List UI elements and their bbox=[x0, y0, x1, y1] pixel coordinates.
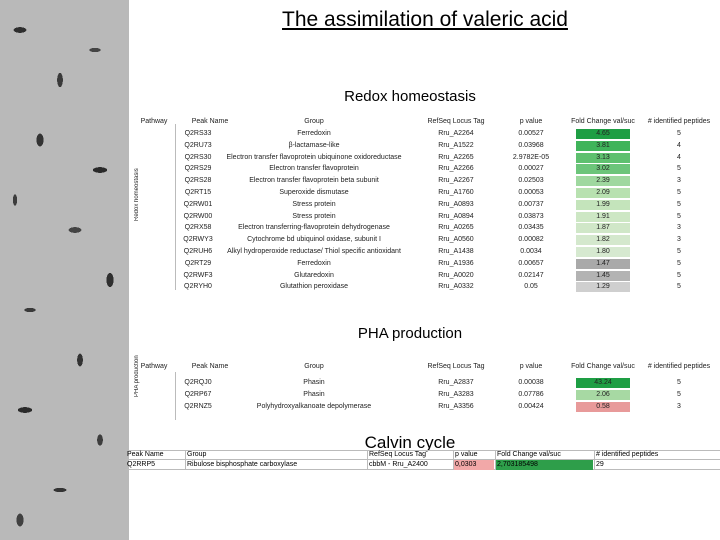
redox-peptide-count: 4 bbox=[677, 153, 681, 161]
redox-locus-tag: Rru_A0893 bbox=[438, 200, 474, 208]
redox-peptide-count: 5 bbox=[677, 248, 681, 255]
redox-peak-name: Q2RUH6 bbox=[183, 248, 213, 255]
pha-p-value: 0.00424 bbox=[518, 403, 544, 410]
pha-group: Phasin bbox=[303, 391, 325, 398]
redox-fold-change: 1.45 bbox=[596, 271, 610, 279]
redox-group: Electron transfer flavoprotein bbox=[269, 165, 359, 173]
microscopy-image bbox=[0, 0, 129, 540]
calvin-header-peptides: # identified peptides bbox=[596, 451, 659, 458]
redox-peak-name: Q2RS28 bbox=[184, 177, 212, 185]
pha-header-cell: Peak Name bbox=[191, 363, 229, 370]
redox-fold-change: 1.29 bbox=[596, 283, 610, 291]
redox-locus-tag: Rru_A1936 bbox=[438, 259, 474, 267]
pha-header-cell: p value bbox=[519, 363, 543, 370]
redox-p-value: 0.00027 bbox=[518, 165, 544, 173]
redox-fold-change: 2.39 bbox=[596, 177, 610, 185]
redox-locus-tag: Rru_A2266 bbox=[438, 165, 474, 173]
pha-header-cell: Group bbox=[304, 363, 324, 370]
pha-p-value: 0.07786 bbox=[518, 391, 544, 398]
pha-fold-change: 0.58 bbox=[596, 403, 610, 410]
redox-peptide-count: 5 bbox=[677, 165, 681, 173]
calvin-header-fc: Fold Change val/suc bbox=[497, 451, 561, 458]
pha-group: Polyhydroxyalkanoate depolymerase bbox=[256, 403, 372, 410]
redox-peak-name: Q2RWY3 bbox=[183, 236, 213, 244]
redox-peptide-count: 5 bbox=[677, 212, 681, 220]
redox-p-value: 0.03435 bbox=[518, 224, 544, 232]
redox-side-label: Redox homeostasis bbox=[134, 168, 140, 222]
redox-p-value: 0.00657 bbox=[518, 259, 544, 267]
pha-header-cell: Pathway bbox=[140, 363, 168, 370]
redox-fold-change: 3.13 bbox=[596, 153, 610, 161]
redox-fold-change: 2.09 bbox=[596, 189, 610, 196]
pha-peptide-count: 3 bbox=[677, 403, 681, 410]
redox-peak-name: Q2RWF3 bbox=[183, 271, 213, 279]
redox-locus-tag: Rru_A2265 bbox=[438, 153, 474, 161]
redox-locus-tag: Rru_A1522 bbox=[438, 141, 474, 149]
redox-locus-tag: Rru_A0265 bbox=[438, 224, 474, 232]
pha-section-title: PHA production bbox=[357, 325, 463, 342]
calvin-peak: Q2RRP5 bbox=[127, 461, 156, 468]
redox-peak-name: Q2RS29 bbox=[184, 165, 212, 173]
redox-fold-change: 1.80 bbox=[596, 248, 610, 255]
redox-peptide-count: 3 bbox=[677, 224, 681, 232]
redox-locus-tag: Rru_A1438 bbox=[438, 248, 474, 255]
redox-p-value: 0.00053 bbox=[518, 189, 544, 196]
redox-header-cell: p value bbox=[519, 118, 543, 125]
redox-peptide-count: 4 bbox=[677, 141, 681, 149]
redox-group: Alkyl hydroperoxide reductase/ Thiol specific antioxidant bbox=[227, 248, 401, 255]
redox-p-value: 0.00737 bbox=[518, 200, 544, 208]
redox-peak-name: Q2RU73 bbox=[184, 141, 212, 149]
redox-peak-name: Q2RT29 bbox=[184, 259, 212, 267]
redox-fold-change: 1.87 bbox=[596, 224, 610, 232]
redox-header-cell: Fold Change val/suc bbox=[571, 118, 635, 125]
pha-locus-tag: Rru_A3283 bbox=[438, 391, 474, 398]
redox-group: Ferredoxin bbox=[297, 130, 331, 137]
redox-header-cell: Peak Name bbox=[191, 118, 229, 125]
redox-p-value: 0.00082 bbox=[518, 236, 544, 244]
redox-fold-change: 1.82 bbox=[596, 236, 610, 244]
pha-peak-name: Q2RNZ5 bbox=[184, 403, 212, 410]
pha-fold-change: 2.06 bbox=[596, 391, 610, 398]
redox-p-value: 0.03968 bbox=[518, 141, 544, 149]
redox-group: Electron transfer flavoprotein beta subunit bbox=[249, 177, 379, 185]
redox-header-cell: Pathway bbox=[140, 118, 168, 125]
redox-peptide-count: 5 bbox=[677, 283, 681, 291]
pha-p-value: 0.00038 bbox=[518, 379, 544, 386]
pha-locus-tag: Rru_A2837 bbox=[438, 379, 474, 386]
calvin-group: Ribulose bisphosphate carboxylase bbox=[187, 461, 298, 468]
redox-peptide-count: 3 bbox=[677, 236, 681, 244]
redox-section-title: Redox homeostasis bbox=[344, 88, 476, 105]
calvin-pvalue: 0,0303 bbox=[455, 461, 477, 468]
redox-p-value: 0.03873 bbox=[518, 212, 544, 220]
redox-locus-tag: Rru_A1760 bbox=[438, 189, 474, 196]
redox-header-cell: RefSeq Locus Tag bbox=[427, 118, 485, 125]
calvin-header-tag: RefSeq Locus Tag bbox=[369, 451, 427, 458]
redox-side-divider bbox=[175, 124, 176, 290]
redox-p-value: 0.02147 bbox=[518, 271, 544, 279]
pha-group: Phasin bbox=[303, 379, 325, 386]
redox-group: Stress protein bbox=[292, 212, 336, 220]
pha-peak-name: Q2RP67 bbox=[184, 391, 212, 398]
redox-peak-name: Q2RYH0 bbox=[184, 283, 212, 291]
redox-p-value: 0.02503 bbox=[518, 177, 544, 185]
redox-peak-name: Q2RT15 bbox=[184, 189, 212, 196]
redox-locus-tag: Rru_A0332 bbox=[438, 283, 474, 291]
calvin-header-peak: Peak Name bbox=[127, 451, 164, 458]
redox-group: Electron transferring-flavoprotein dehydrogenase bbox=[238, 224, 390, 232]
redox-group: β-lactamase-like bbox=[288, 141, 340, 149]
redox-peak-name: Q2RX58 bbox=[184, 224, 212, 232]
pha-side-divider bbox=[175, 372, 176, 420]
calvin-col-divider bbox=[594, 450, 595, 469]
calvin-bottom-border bbox=[125, 469, 720, 470]
redox-p-value: 0.0034 bbox=[520, 248, 542, 255]
redox-header-cell: # identified peptides bbox=[647, 118, 711, 125]
redox-peptide-count: 5 bbox=[677, 200, 681, 208]
pha-peak-name: Q2RQJ0 bbox=[184, 379, 212, 386]
pha-peptide-count: 5 bbox=[677, 379, 681, 386]
redox-group: Glutathion peroxidase bbox=[279, 283, 349, 291]
pha-header-cell: # identified peptides bbox=[647, 363, 711, 370]
redox-group: Superoxide dismutase bbox=[279, 189, 349, 196]
calvin-header-group: Group bbox=[187, 451, 207, 458]
redox-locus-tag: Rru_A0020 bbox=[438, 271, 474, 279]
redox-peak-name: Q2RW00 bbox=[183, 212, 213, 220]
redox-fold-change: 1.99 bbox=[596, 200, 610, 208]
redox-peptide-count: 5 bbox=[677, 130, 681, 137]
redox-p-value: 0.00527 bbox=[518, 130, 544, 137]
calvin-tag: cbbM - Rru_A2400 bbox=[369, 461, 428, 468]
redox-locus-tag: Rru_A2267 bbox=[438, 177, 474, 185]
redox-header-cell: Group bbox=[304, 118, 324, 125]
redox-group: Glutaredoxin bbox=[294, 271, 334, 279]
redox-p-value: 2.9782E-05 bbox=[512, 153, 550, 161]
redox-group: Stress protein bbox=[292, 200, 336, 208]
slide-title: The assimilation of valeric acid bbox=[282, 8, 568, 31]
redox-fold-change: 1.91 bbox=[596, 212, 610, 220]
calvin-peptides: 29 bbox=[596, 461, 604, 468]
redox-fold-change: 3.02 bbox=[596, 165, 610, 173]
redox-p-value: 0.05 bbox=[524, 283, 538, 291]
pha-fold-change: 43.24 bbox=[594, 379, 612, 386]
redox-locus-tag: Rru_A0894 bbox=[438, 212, 474, 220]
calvin-col-divider bbox=[185, 450, 186, 469]
redox-peak-name: Q2RS30 bbox=[184, 153, 212, 161]
calvin-fc: 2,703185498 bbox=[497, 461, 538, 468]
redox-locus-tag: Rru_A2264 bbox=[438, 130, 474, 137]
pha-side-label: PHA production bbox=[134, 355, 140, 397]
redox-group: Electron transfer flavoprotein ubiquinone oxidoreductase bbox=[226, 153, 402, 161]
pha-peptide-count: 5 bbox=[677, 391, 681, 398]
redox-fold-change: 4.65 bbox=[596, 130, 610, 137]
calvin-section-title: Calvin cycle bbox=[364, 433, 456, 452]
redox-peak-name: Q2RS33 bbox=[184, 130, 212, 137]
redox-locus-tag: Rru_A0560 bbox=[438, 236, 474, 244]
redox-fold-change: 3.81 bbox=[596, 141, 610, 149]
redox-peptide-count: 5 bbox=[677, 271, 681, 279]
redox-peptide-count: 3 bbox=[677, 177, 681, 185]
redox-peptide-count: 5 bbox=[677, 259, 681, 267]
calvin-header-pvalue: p value bbox=[455, 451, 478, 458]
pha-locus-tag: Rru_A3356 bbox=[438, 403, 474, 410]
pha-header-cell: Fold Change val/suc bbox=[571, 363, 635, 370]
calvin-col-divider bbox=[367, 450, 368, 469]
redox-group: Ferredoxin bbox=[297, 259, 331, 267]
redox-peptide-count: 5 bbox=[677, 189, 681, 196]
redox-fold-change: 1.47 bbox=[596, 259, 610, 267]
redox-group: Cytochrome bd ubiquinol oxidase, subunit I bbox=[247, 236, 381, 244]
calvin-header-border bbox=[125, 459, 720, 460]
pha-header-cell: RefSeq Locus Tag bbox=[427, 363, 485, 370]
redox-peak-name: Q2RW01 bbox=[183, 200, 213, 208]
